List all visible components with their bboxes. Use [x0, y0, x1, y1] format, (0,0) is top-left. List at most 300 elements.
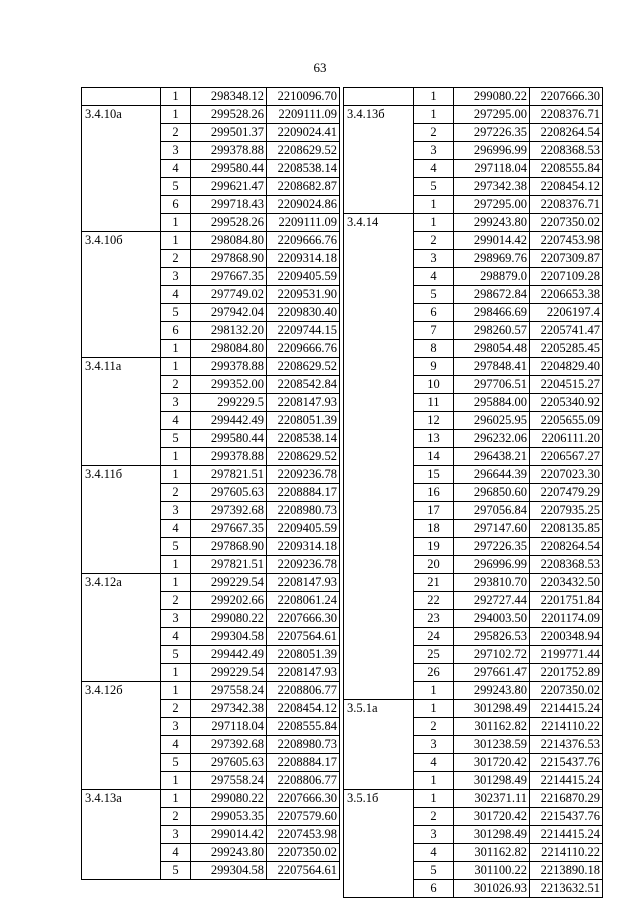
point-number-cell: 3	[161, 142, 191, 160]
table-row	[344, 682, 603, 700]
y-coordinate-cell: 2206653.38	[530, 286, 603, 304]
point-number-cell: 1	[414, 196, 454, 214]
y-coordinate-cell: 2207109.28	[530, 268, 603, 286]
x-coordinate-cell: 297147.60	[454, 520, 530, 538]
y-coordinate-cell: 2206567.27	[530, 448, 603, 466]
page-number: 63	[313, 60, 327, 75]
point-number-cell: 1	[161, 682, 191, 700]
x-coordinate-cell: 297821.51	[191, 466, 267, 484]
x-coordinate-cell: 301238.59	[454, 736, 530, 754]
table-row	[344, 214, 603, 232]
section-cell	[82, 250, 161, 268]
section-cell	[344, 880, 414, 898]
section-cell	[82, 718, 161, 736]
point-number-cell: 5	[161, 178, 191, 196]
table-row	[344, 790, 603, 808]
section-cell	[344, 322, 414, 340]
x-coordinate-cell: 299378.88	[191, 448, 267, 466]
y-coordinate-cell: 2199771.44	[530, 646, 603, 664]
x-coordinate-cell: 297848.41	[454, 358, 530, 376]
x-coordinate-cell: 299053.35	[191, 808, 267, 826]
table-row	[344, 664, 603, 682]
section-cell	[82, 844, 161, 862]
section-cell	[344, 556, 414, 574]
y-coordinate-cell: 2207666.30	[530, 88, 603, 106]
section-cell	[344, 232, 414, 250]
point-number-cell: 4	[161, 286, 191, 304]
point-number-cell: 24	[414, 628, 454, 646]
x-coordinate-cell: 296644.39	[454, 466, 530, 484]
table-row	[344, 430, 603, 448]
table-row	[82, 142, 340, 160]
y-coordinate-cell: 2208980.73	[267, 736, 340, 754]
section-cell	[82, 808, 161, 826]
table-row	[82, 430, 340, 448]
x-coordinate-cell: 299080.22	[191, 790, 267, 808]
y-coordinate-cell: 2209314.18	[267, 538, 340, 556]
y-coordinate-cell: 2208454.12	[530, 178, 603, 196]
x-coordinate-cell: 297661.47	[454, 664, 530, 682]
x-coordinate-cell: 297667.35	[191, 268, 267, 286]
point-number-cell: 3	[161, 502, 191, 520]
point-number-cell: 3	[414, 142, 454, 160]
section-cell	[344, 430, 414, 448]
y-coordinate-cell: 2203432.50	[530, 574, 603, 592]
table-row	[344, 394, 603, 412]
section-cell	[344, 772, 414, 790]
section-cell	[82, 502, 161, 520]
y-coordinate-cell: 2207453.98	[267, 826, 340, 844]
section-cell	[82, 142, 161, 160]
y-coordinate-cell: 2210096.70	[267, 88, 340, 106]
section-cell	[344, 250, 414, 268]
point-number-cell: 1	[161, 88, 191, 106]
y-coordinate-cell: 2207023.30	[530, 466, 603, 484]
section-cell	[344, 88, 414, 106]
y-coordinate-cell: 2207309.87	[530, 250, 603, 268]
table-row	[82, 556, 340, 574]
y-coordinate-cell: 2208538.14	[267, 430, 340, 448]
point-number-cell: 4	[414, 160, 454, 178]
x-coordinate-cell: 298084.80	[191, 340, 267, 358]
point-number-cell: 5	[161, 538, 191, 556]
section-cell: 3.4.13б	[344, 106, 414, 124]
x-coordinate-cell: 299442.49	[191, 412, 267, 430]
y-coordinate-cell: 2207666.30	[267, 610, 340, 628]
x-coordinate-cell: 299243.80	[454, 682, 530, 700]
section-cell	[344, 412, 414, 430]
table-row	[82, 286, 340, 304]
section-cell	[82, 736, 161, 754]
table-row	[344, 808, 603, 826]
x-coordinate-cell: 299528.26	[191, 106, 267, 124]
x-coordinate-cell: 297118.04	[454, 160, 530, 178]
table-row	[82, 772, 340, 790]
point-number-cell: 9	[414, 358, 454, 376]
y-coordinate-cell: 2209236.78	[267, 466, 340, 484]
table-row	[344, 142, 603, 160]
table-row	[82, 862, 340, 880]
y-coordinate-cell: 2208454.12	[267, 700, 340, 718]
y-coordinate-cell: 2215437.76	[530, 754, 603, 772]
table-row	[344, 196, 603, 214]
x-coordinate-cell: 301162.82	[454, 718, 530, 736]
point-number-cell: 5	[414, 862, 454, 880]
x-coordinate-cell: 297558.24	[191, 772, 267, 790]
point-number-cell: 3	[161, 268, 191, 286]
section-cell	[82, 124, 161, 142]
section-cell	[82, 412, 161, 430]
y-coordinate-cell: 2205655.09	[530, 412, 603, 430]
y-coordinate-cell: 2205285.45	[530, 340, 603, 358]
section-cell	[82, 664, 161, 682]
table-row	[344, 646, 603, 664]
x-coordinate-cell: 298054.48	[454, 340, 530, 358]
point-number-cell: 1	[161, 664, 191, 682]
table-row	[344, 106, 603, 124]
x-coordinate-cell: 297342.38	[454, 178, 530, 196]
section-cell	[344, 574, 414, 592]
coordinates-table-left	[81, 87, 340, 880]
x-coordinate-cell: 296025.95	[454, 412, 530, 430]
y-coordinate-cell: 2208629.52	[267, 358, 340, 376]
x-coordinate-cell: 299621.47	[191, 178, 267, 196]
table-row	[344, 178, 603, 196]
table-row	[82, 268, 340, 286]
y-coordinate-cell: 2207479.29	[530, 484, 603, 502]
table-row	[82, 484, 340, 502]
y-coordinate-cell: 2208806.77	[267, 682, 340, 700]
y-coordinate-cell: 2207453.98	[530, 232, 603, 250]
section-cell	[344, 682, 414, 700]
y-coordinate-cell: 2205741.47	[530, 322, 603, 340]
section-cell	[82, 376, 161, 394]
x-coordinate-cell: 293810.70	[454, 574, 530, 592]
section-cell	[82, 430, 161, 448]
section-cell	[82, 448, 161, 466]
section-cell	[344, 304, 414, 322]
table-row	[344, 826, 603, 844]
table-row	[344, 772, 603, 790]
y-coordinate-cell: 2213890.18	[530, 862, 603, 880]
x-coordinate-cell: 298132.20	[191, 322, 267, 340]
y-coordinate-cell: 2206197.4	[530, 304, 603, 322]
x-coordinate-cell: 299014.42	[191, 826, 267, 844]
table-row	[82, 304, 340, 322]
y-coordinate-cell: 2213632.51	[530, 880, 603, 898]
table-row	[82, 736, 340, 754]
y-coordinate-cell: 2207666.30	[267, 790, 340, 808]
section-cell	[344, 592, 414, 610]
table-row	[82, 358, 340, 376]
section-cell: 3.4.12б	[82, 682, 161, 700]
section-cell	[82, 340, 161, 358]
point-number-cell: 4	[161, 520, 191, 538]
table-row	[82, 574, 340, 592]
point-number-cell: 1	[414, 790, 454, 808]
table-row	[344, 862, 603, 880]
x-coordinate-cell: 301298.49	[454, 700, 530, 718]
x-coordinate-cell: 294003.50	[454, 610, 530, 628]
point-number-cell: 12	[414, 412, 454, 430]
section-cell: 3.4.11а	[82, 358, 161, 376]
y-coordinate-cell: 2209236.78	[267, 556, 340, 574]
section-cell	[82, 556, 161, 574]
section-cell: 3.5.1б	[344, 790, 414, 808]
point-number-cell: 6	[161, 196, 191, 214]
x-coordinate-cell: 297942.04	[191, 304, 267, 322]
point-number-cell: 2	[161, 484, 191, 502]
y-coordinate-cell: 2208061.24	[267, 592, 340, 610]
point-number-cell: 1	[161, 358, 191, 376]
x-coordinate-cell: 297706.51	[454, 376, 530, 394]
section-cell	[82, 286, 161, 304]
x-coordinate-cell: 299080.22	[454, 88, 530, 106]
section-cell: 3.5.1а	[344, 700, 414, 718]
table-row	[344, 466, 603, 484]
x-coordinate-cell: 299229.54	[191, 664, 267, 682]
point-number-cell: 2	[414, 232, 454, 250]
point-number-cell: 2	[414, 124, 454, 142]
table-row	[82, 610, 340, 628]
x-coordinate-cell: 297295.00	[454, 106, 530, 124]
table-row	[344, 538, 603, 556]
section-cell	[344, 448, 414, 466]
y-coordinate-cell: 2204829.40	[530, 358, 603, 376]
section-cell	[344, 664, 414, 682]
section-cell	[344, 178, 414, 196]
y-coordinate-cell: 2214415.24	[530, 772, 603, 790]
x-coordinate-cell: 299014.42	[454, 232, 530, 250]
y-coordinate-cell: 2204515.27	[530, 376, 603, 394]
section-cell	[344, 520, 414, 538]
point-number-cell: 22	[414, 592, 454, 610]
y-coordinate-cell: 2201751.84	[530, 592, 603, 610]
table-row	[344, 520, 603, 538]
table-row	[82, 376, 340, 394]
point-number-cell: 10	[414, 376, 454, 394]
section-cell	[82, 394, 161, 412]
section-cell	[82, 628, 161, 646]
section-cell: 3.4.10а	[82, 106, 161, 124]
x-coordinate-cell: 299352.00	[191, 376, 267, 394]
x-coordinate-cell: 296996.99	[454, 142, 530, 160]
table-row	[344, 160, 603, 178]
y-coordinate-cell: 2208884.17	[267, 754, 340, 772]
point-number-cell: 21	[414, 574, 454, 592]
y-coordinate-cell: 2208147.93	[267, 394, 340, 412]
y-coordinate-cell: 2215437.76	[530, 808, 603, 826]
table-row	[344, 358, 603, 376]
section-cell	[344, 142, 414, 160]
point-number-cell: 1	[161, 448, 191, 466]
table-row	[344, 736, 603, 754]
x-coordinate-cell: 302371.11	[454, 790, 530, 808]
point-number-cell: 1	[161, 466, 191, 484]
table-row	[82, 340, 340, 358]
x-coordinate-cell: 297605.63	[191, 484, 267, 502]
section-cell	[82, 88, 161, 106]
x-coordinate-cell: 299229.54	[191, 574, 267, 592]
point-number-cell: 3	[414, 826, 454, 844]
point-number-cell: 4	[161, 160, 191, 178]
y-coordinate-cell: 2208629.52	[267, 448, 340, 466]
y-coordinate-cell: 2201752.89	[530, 664, 603, 682]
y-coordinate-cell: 2208135.85	[530, 520, 603, 538]
x-coordinate-cell: 301720.42	[454, 754, 530, 772]
table-row	[82, 178, 340, 196]
table-row	[344, 268, 603, 286]
table-row	[82, 124, 340, 142]
section-cell	[82, 178, 161, 196]
y-coordinate-cell: 2205340.92	[530, 394, 603, 412]
section-cell: 3.4.12а	[82, 574, 161, 592]
section-cell	[82, 520, 161, 538]
x-coordinate-cell: 299528.26	[191, 214, 267, 232]
section-cell	[82, 538, 161, 556]
x-coordinate-cell: 299378.88	[191, 358, 267, 376]
y-coordinate-cell: 2207564.61	[267, 862, 340, 880]
x-coordinate-cell: 297295.00	[454, 196, 530, 214]
point-number-cell: 11	[414, 394, 454, 412]
section-cell	[82, 196, 161, 214]
x-coordinate-cell: 298348.12	[191, 88, 267, 106]
y-coordinate-cell: 2209024.41	[267, 124, 340, 142]
section-cell	[82, 268, 161, 286]
x-coordinate-cell: 297605.63	[191, 754, 267, 772]
point-number-cell: 19	[414, 538, 454, 556]
y-coordinate-cell: 2200348.94	[530, 628, 603, 646]
point-number-cell: 5	[414, 178, 454, 196]
point-number-cell: 4	[161, 736, 191, 754]
y-coordinate-cell: 2214415.24	[530, 826, 603, 844]
x-coordinate-cell: 297821.51	[191, 556, 267, 574]
point-number-cell: 1	[161, 790, 191, 808]
section-cell	[344, 844, 414, 862]
section-cell	[344, 466, 414, 484]
table-row	[82, 664, 340, 682]
x-coordinate-cell: 297056.84	[454, 502, 530, 520]
point-number-cell: 1	[414, 700, 454, 718]
x-coordinate-cell: 298879.0	[454, 268, 530, 286]
point-number-cell: 5	[161, 646, 191, 664]
x-coordinate-cell: 297226.35	[454, 124, 530, 142]
x-coordinate-cell: 301298.49	[454, 772, 530, 790]
table-row	[82, 394, 340, 412]
x-coordinate-cell: 296232.06	[454, 430, 530, 448]
table-row	[82, 196, 340, 214]
y-coordinate-cell: 2209405.59	[267, 520, 340, 538]
point-number-cell: 3	[414, 250, 454, 268]
point-number-cell: 1	[161, 232, 191, 250]
y-coordinate-cell: 2207350.02	[267, 844, 340, 862]
section-cell	[344, 736, 414, 754]
section-cell	[344, 538, 414, 556]
point-number-cell: 14	[414, 448, 454, 466]
y-coordinate-cell: 2208682.87	[267, 178, 340, 196]
y-coordinate-cell: 2208147.93	[267, 574, 340, 592]
table-row	[344, 880, 603, 898]
point-number-cell: 1	[414, 88, 454, 106]
x-coordinate-cell: 296850.60	[454, 484, 530, 502]
table-row	[344, 322, 603, 340]
point-number-cell: 18	[414, 520, 454, 538]
point-number-cell: 2	[161, 250, 191, 268]
point-number-cell: 2	[414, 808, 454, 826]
section-cell	[344, 718, 414, 736]
table-row	[82, 790, 340, 808]
table-row	[344, 412, 603, 430]
y-coordinate-cell: 2208264.54	[530, 538, 603, 556]
x-coordinate-cell: 299442.49	[191, 646, 267, 664]
x-coordinate-cell: 297342.38	[191, 700, 267, 718]
table-row	[82, 322, 340, 340]
section-cell	[344, 376, 414, 394]
section-cell	[344, 286, 414, 304]
x-coordinate-cell: 299580.44	[191, 430, 267, 448]
y-coordinate-cell: 2209666.76	[267, 232, 340, 250]
x-coordinate-cell: 297392.68	[191, 502, 267, 520]
point-number-cell: 5	[414, 286, 454, 304]
y-coordinate-cell: 2214110.22	[530, 844, 603, 862]
x-coordinate-cell: 301298.49	[454, 826, 530, 844]
y-coordinate-cell: 2209744.15	[267, 322, 340, 340]
point-number-cell: 1	[161, 556, 191, 574]
section-cell	[344, 862, 414, 880]
x-coordinate-cell: 301100.22	[454, 862, 530, 880]
x-coordinate-cell: 297868.90	[191, 538, 267, 556]
x-coordinate-cell: 297118.04	[191, 718, 267, 736]
y-coordinate-cell: 2208980.73	[267, 502, 340, 520]
section-cell	[82, 754, 161, 772]
y-coordinate-cell: 2209531.90	[267, 286, 340, 304]
x-coordinate-cell: 292727.44	[454, 592, 530, 610]
y-coordinate-cell: 2208806.77	[267, 772, 340, 790]
table-row	[344, 304, 603, 322]
point-number-cell: 5	[161, 754, 191, 772]
y-coordinate-cell: 2207935.25	[530, 502, 603, 520]
table-row	[344, 448, 603, 466]
section-cell	[82, 592, 161, 610]
x-coordinate-cell: 295884.00	[454, 394, 530, 412]
section-cell	[344, 646, 414, 664]
point-number-cell: 6	[414, 880, 454, 898]
y-coordinate-cell: 2209024.86	[267, 196, 340, 214]
x-coordinate-cell: 297868.90	[191, 250, 267, 268]
point-number-cell: 2	[161, 808, 191, 826]
y-coordinate-cell: 2208368.53	[530, 556, 603, 574]
table-row	[344, 286, 603, 304]
y-coordinate-cell: 2206111.20	[530, 430, 603, 448]
table-row	[82, 754, 340, 772]
point-number-cell: 2	[414, 718, 454, 736]
x-coordinate-cell: 298466.69	[454, 304, 530, 322]
table-row	[82, 826, 340, 844]
y-coordinate-cell: 2209830.40	[267, 304, 340, 322]
x-coordinate-cell: 296438.21	[454, 448, 530, 466]
point-number-cell: 16	[414, 484, 454, 502]
table-row	[344, 844, 603, 862]
table-row	[344, 484, 603, 502]
section-cell	[344, 826, 414, 844]
section-cell	[344, 340, 414, 358]
x-coordinate-cell: 298260.57	[454, 322, 530, 340]
y-coordinate-cell: 2208147.93	[267, 664, 340, 682]
table-row	[344, 628, 603, 646]
section-cell	[82, 700, 161, 718]
point-number-cell: 7	[414, 322, 454, 340]
point-number-cell: 1	[161, 214, 191, 232]
